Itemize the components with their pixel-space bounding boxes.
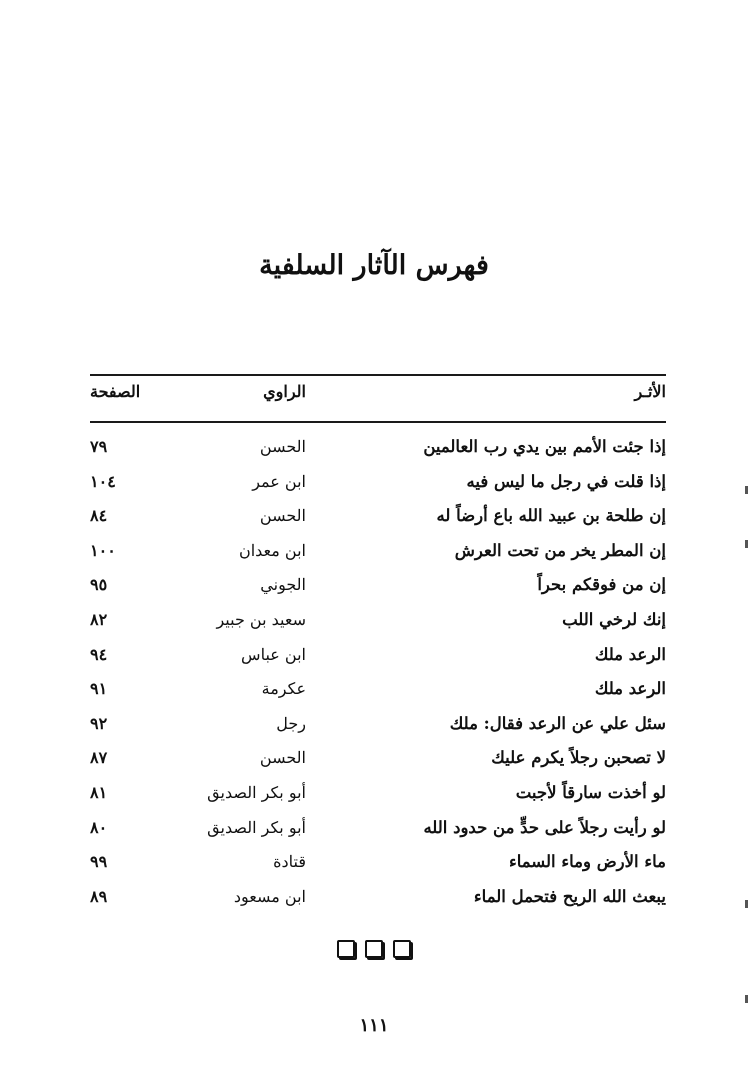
table-row [90, 743, 666, 778]
table-header-rule [90, 421, 666, 423]
page-title: فهرس الآثار السلفية [259, 250, 489, 281]
rawi-name: ابن عمر [252, 471, 306, 491]
table-row [90, 882, 666, 917]
header-athar: الأثـر [634, 382, 666, 401]
athar-text: لو أخذت سارقاً لأجبت [515, 782, 666, 802]
rawi-name: أبو بكر الصديق [207, 782, 306, 802]
athar-text: يبعث الله الريح فتحمل الماء [473, 886, 666, 906]
rawi-name: الحسن [259, 437, 306, 456]
square-ornament-icon [365, 940, 383, 958]
page-ref: ٨٩ [90, 886, 108, 906]
page-ref: ٩٥ [90, 575, 108, 595]
page-ref: ٨١ [90, 782, 108, 802]
page-ref: ٨٤ [90, 506, 108, 526]
athar-text: الرعد ملك [594, 679, 666, 699]
rawi-name: رجل [276, 713, 306, 733]
table-row [90, 640, 666, 675]
table-row [90, 536, 666, 571]
square-ornament-icon [393, 940, 411, 958]
rawi-name: ابن معدان [238, 540, 306, 560]
athar-text: لا تصحبن رجلاً يكرم عليك [491, 748, 666, 768]
rawi-name: الحسن [259, 506, 306, 526]
table-row [90, 778, 666, 813]
table-row [90, 605, 666, 640]
rawi-name: ابن عباس [241, 644, 306, 664]
table-body [90, 432, 666, 916]
page-ref: ٨٠ [90, 817, 108, 837]
page-ref: ١٠٠ [90, 540, 116, 560]
page-ref: ٩٢ [90, 713, 108, 733]
page-ref: ٩١ [90, 679, 108, 699]
athar-text: إن طلحة بن عبيد الله باع أرضاً له [436, 506, 666, 526]
athar-text: إن من فوقكم بحراً [537, 575, 666, 595]
page-ref: ٨٢ [90, 609, 108, 629]
table-row [90, 709, 666, 744]
athar-text: الرعد ملك [594, 644, 666, 664]
athar-text: إن المطر يخر من تحت العرش [454, 540, 666, 560]
header-page: الصفحة [90, 382, 141, 401]
rawi-name: قتادة [273, 852, 306, 872]
athar-text: إنك لرخي اللب [562, 609, 666, 629]
page-ref: ٧٩ [90, 437, 108, 456]
table-row [90, 570, 666, 605]
table-row [90, 501, 666, 536]
athar-text: سئل علي عن الرعد فقال: ملك [449, 713, 666, 733]
rawi-name: الجوني [260, 575, 306, 595]
rawi-name: أبو بكر الصديق [207, 817, 306, 837]
rawi-name: ابن مسعود [233, 886, 306, 906]
section-end-ornament [0, 940, 748, 958]
rawi-name: عكرمة [261, 679, 306, 699]
table-header [90, 382, 666, 414]
rawi-name: الحسن [259, 748, 306, 768]
page-number: ١١١ [359, 1015, 389, 1036]
table-row [90, 813, 666, 848]
rawi-name: سعيد بن جبير [216, 609, 306, 629]
table-row [90, 674, 666, 709]
page-ref: ٨٧ [90, 748, 108, 768]
table-row [90, 847, 666, 882]
square-ornament-icon [337, 940, 355, 958]
page-ref: ٩٩ [90, 852, 108, 872]
table-row [90, 432, 666, 467]
athar-text: لو رأيت رجلاً على حدٍّ من حدود الله [423, 817, 666, 837]
athar-text: ماء الأرض وماء السماء [508, 852, 666, 872]
table-row [90, 467, 666, 502]
athar-text: إذا جئت الأمم بين يدي رب العالمين [423, 437, 666, 456]
page-ref: ٩٤ [90, 644, 108, 664]
header-rawi: الراوي [263, 382, 306, 401]
table-top-rule [90, 374, 666, 376]
page-ref: ١٠٤ [90, 471, 116, 491]
athar-text: إذا قلت في رجل ما ليس فيه [466, 471, 666, 491]
